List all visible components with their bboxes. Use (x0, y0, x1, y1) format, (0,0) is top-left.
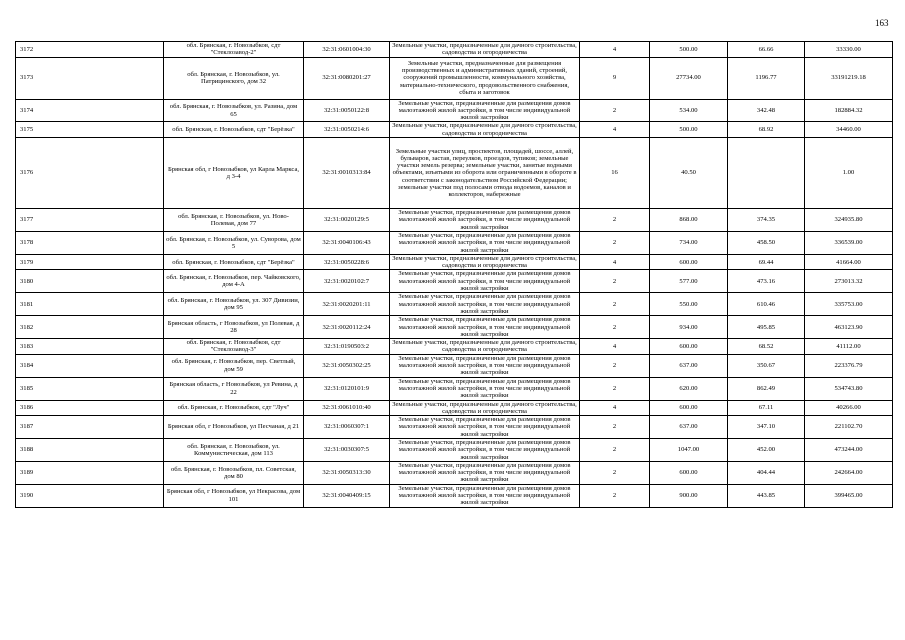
land-use-type-cell: Земельные участки, предназначенные для размещения домов малоэтажной жилой застройки, в том числе индивидуальной жилой застройки (390, 484, 580, 507)
table-row (16, 99, 893, 122)
land-parcels-table (15, 41, 893, 508)
table-row (16, 461, 893, 484)
row-number-cell: 3173 (16, 57, 164, 99)
cadastral-number-cell: 32:31:0020102:7 (304, 270, 390, 293)
land-use-type-cell: Земельные участки, предназначенные для размещения домов малоэтажной жилой застройки, в том числе индивидуальной жилой застройки (390, 270, 580, 293)
land-use-type-cell: Земельные участки, предназначенные для размещения домов малоэтажной жилой застройки, в том числе индивидуальной жилой застройки (390, 99, 580, 122)
land-use-type-cell: Земельные участки, предназначенные для размещения домов малоэтажной жилой застройки, в том числе индивидуальной жилой застройки (390, 354, 580, 377)
group-code-cell: 16 (580, 138, 650, 209)
address-cell: обл. Брянская, г. Новозыбков, ул. Патрицинского, дом 32 (164, 57, 304, 99)
area-cell: 734.00 (650, 231, 728, 254)
area-cell: 620.00 (650, 377, 728, 400)
group-code-cell: 2 (580, 293, 650, 316)
group-code-cell: 4 (580, 400, 650, 416)
group-code-cell: 9 (580, 57, 650, 99)
land-use-type-cell: Земельные участки, предназначенные для дачного строительства, садоводства и огородничества (390, 400, 580, 416)
area-cell: 637.00 (650, 416, 728, 439)
specific-value-cell: 862.49 (728, 377, 805, 400)
cadastral-value-cell: 182884.32 (805, 99, 893, 122)
row-number-cell: 3180 (16, 270, 164, 293)
row-number-cell: 3186 (16, 400, 164, 416)
address-cell: Брянская обл, г Новозыбков, ул Песчаная, д 21 (164, 416, 304, 439)
cadastral-number-cell: 32:31:0080201:27 (304, 57, 390, 99)
cadastral-value-cell: 534743.80 (805, 377, 893, 400)
specific-value-cell: 68.52 (728, 339, 805, 355)
specific-value-cell: 404.44 (728, 461, 805, 484)
address-cell: обл. Брянская, г. Новозыбков, ул. Ново-Полевая, дом 77 (164, 209, 304, 232)
land-use-type-cell: Земельные участки, предназначенные для размещения производственных и административных зданий, строений, сооружений промышленности, коммунального хозяйства, материально-технического, продовольственного снабжения, сбыта и заготовок (390, 57, 580, 99)
page-number: 163 (875, 18, 889, 28)
area-cell: 500.00 (650, 122, 728, 138)
specific-value-cell: 443.85 (728, 484, 805, 507)
row-number-cell: 3178 (16, 231, 164, 254)
address-cell: обл. Брянская, г. Новозыбков, ул. Разина, дом 65 (164, 99, 304, 122)
address-cell: обл. Брянская, г. Новозыбков, сдт "Стеклозавод-3" (164, 339, 304, 355)
row-number-cell: 3172 (16, 42, 164, 58)
land-use-type-cell: Земельные участки, предназначенные для размещения домов малоэтажной жилой застройки, в том числе индивидуальной жилой застройки (390, 293, 580, 316)
area-cell: 40.50 (650, 138, 728, 209)
row-number-cell: 3179 (16, 254, 164, 270)
land-use-type-cell: Земельные участки улиц, проспектов, площадей, шоссе, аллей, бульваров, застав, переулков, проездов, тупиков; земельные участки земель резерва; земельные участки, занятые водными объектами, изъятыми из оборота или ограниченными в обороте в соответствии с законодательством Российской Федерации; земельные участки под полосами отвода водоемов, каналов и коллекторов, набережные (390, 138, 580, 209)
address-cell: Брянская область, г Новозыбков, ул Полевая, д 28 (164, 316, 304, 339)
cadastral-value-cell: 463123.90 (805, 316, 893, 339)
area-cell: 577.00 (650, 270, 728, 293)
cadastral-number-cell: 32:31:0040409:15 (304, 484, 390, 507)
group-code-cell: 2 (580, 438, 650, 461)
area-cell: 550.00 (650, 293, 728, 316)
area-cell: 900.00 (650, 484, 728, 507)
cadastral-number-cell: 32:31:0030307:5 (304, 438, 390, 461)
table-row (16, 354, 893, 377)
address-cell: обл. Брянская, г. Новозыбков, ул. Суворова, дом 5 (164, 231, 304, 254)
specific-value-cell: 68.92 (728, 122, 805, 138)
group-code-cell: 2 (580, 231, 650, 254)
cadastral-number-cell: 32:31:0020129:5 (304, 209, 390, 232)
table-row (16, 293, 893, 316)
table-row (16, 57, 893, 99)
row-number-cell: 3190 (16, 484, 164, 507)
group-code-cell: 4 (580, 122, 650, 138)
row-number-cell: 3177 (16, 209, 164, 232)
group-code-cell: 4 (580, 254, 650, 270)
cadastral-number-cell: 32:31:0061010:40 (304, 400, 390, 416)
group-code-cell: 2 (580, 461, 650, 484)
specific-value-cell: 1196.77 (728, 57, 805, 99)
area-cell: 534.00 (650, 99, 728, 122)
group-code-cell: 2 (580, 270, 650, 293)
row-number-cell: 3188 (16, 438, 164, 461)
area-cell: 1047.00 (650, 438, 728, 461)
group-code-cell: 2 (580, 377, 650, 400)
specific-value-cell: 347.10 (728, 416, 805, 439)
address-cell: обл. Брянская, г. Новозыбков, сдт "Луч" (164, 400, 304, 416)
table-row (16, 339, 893, 355)
table-row (16, 316, 893, 339)
cadastral-number-cell: 32:31:0050313:30 (304, 461, 390, 484)
address-cell: обл. Брянская, г. Новозыбков, пл. Советская, дом 80 (164, 461, 304, 484)
address-cell: обл. Брянская, г. Новозыбков, пер. Светлый, дом 59 (164, 354, 304, 377)
cadastral-value-cell: 324935.80 (805, 209, 893, 232)
group-code-cell: 2 (580, 209, 650, 232)
specific-value-cell: 374.35 (728, 209, 805, 232)
address-cell: обл. Брянская, г. Новозыбков, сдт "Берёзка" (164, 122, 304, 138)
cadastral-value-cell: 473244.00 (805, 438, 893, 461)
row-number-cell: 3184 (16, 354, 164, 377)
cadastral-number-cell: 32:31:0010313:84 (304, 138, 390, 209)
specific-value-cell: 452.00 (728, 438, 805, 461)
cadastral-number-cell: 32:31:0020201:11 (304, 293, 390, 316)
cadastral-value-cell: 33330.00 (805, 42, 893, 58)
cadastral-number-cell: 32:31:0120101:9 (304, 377, 390, 400)
land-use-type-cell: Земельные участки, предназначенные для размещения домов малоэтажной жилой застройки, в том числе индивидуальной жилой застройки (390, 316, 580, 339)
land-use-type-cell: Земельные участки, предназначенные для размещения домов малоэтажной жилой застройки, в том числе индивидуальной жилой застройки (390, 416, 580, 439)
area-cell: 934.00 (650, 316, 728, 339)
table-row (16, 42, 893, 58)
cadastral-number-cell: 32:31:0040106:43 (304, 231, 390, 254)
table-row (16, 209, 893, 232)
land-use-type-cell: Земельные участки, предназначенные для размещения домов малоэтажной жилой застройки, в том числе индивидуальной жилой застройки (390, 438, 580, 461)
table-row (16, 484, 893, 507)
group-code-cell: 2 (580, 99, 650, 122)
row-number-cell: 3181 (16, 293, 164, 316)
cadastral-value-cell: 273013.32 (805, 270, 893, 293)
cadastral-value-cell: 221102.70 (805, 416, 893, 439)
table-row (16, 377, 893, 400)
table-row (16, 254, 893, 270)
cadastral-value-cell: 399465.00 (805, 484, 893, 507)
table-row (16, 122, 893, 138)
specific-value-cell: 67.11 (728, 400, 805, 416)
address-cell: Брянская обл, г Новозыбков, ул Некрасова, дом 101 (164, 484, 304, 507)
cadastral-number-cell: 32:31:0020112:24 (304, 316, 390, 339)
group-code-cell: 2 (580, 316, 650, 339)
specific-value-cell: 342.48 (728, 99, 805, 122)
land-use-type-cell: Земельные участки, предназначенные для дачного строительства, садоводства и огородничества (390, 254, 580, 270)
table-row (16, 438, 893, 461)
cadastral-number-cell: 32:31:0601004:30 (304, 42, 390, 58)
row-number-cell: 3182 (16, 316, 164, 339)
specific-value-cell: 495.85 (728, 316, 805, 339)
cadastral-value-cell: 242664.00 (805, 461, 893, 484)
cadastral-value-cell: 34460.00 (805, 122, 893, 138)
group-code-cell: 2 (580, 484, 650, 507)
row-number-cell: 3175 (16, 122, 164, 138)
area-cell: 500.00 (650, 42, 728, 58)
area-cell: 868.00 (650, 209, 728, 232)
land-use-type-cell: Земельные участки, предназначенные для дачного строительства, садоводства и огородничества (390, 42, 580, 58)
address-cell: Брянская область, г Новозыбков, ул Ревина, д 22 (164, 377, 304, 400)
area-cell: 600.00 (650, 400, 728, 416)
cadastral-value-cell: 40266.00 (805, 400, 893, 416)
cadastral-number-cell: 32:31:0050228:6 (304, 254, 390, 270)
table-row (16, 400, 893, 416)
area-cell: 27734.00 (650, 57, 728, 99)
row-number-cell: 3176 (16, 138, 164, 209)
specific-value-cell: 69.44 (728, 254, 805, 270)
cadastral-value-cell: 336539.00 (805, 231, 893, 254)
cadastral-number-cell: 32:31:0050214:6 (304, 122, 390, 138)
specific-value-cell: 610.46 (728, 293, 805, 316)
address-cell: обл. Брянская, г. Новозыбков, сдт "Берёзка" (164, 254, 304, 270)
address-cell: обл. Брянская, г. Новозыбков, сдт "Стеклозавод-2" (164, 42, 304, 58)
area-cell: 600.00 (650, 339, 728, 355)
group-code-cell: 4 (580, 339, 650, 355)
area-cell: 600.00 (650, 461, 728, 484)
address-cell: Брянская обл, г Новозыбков, ул Карла Маркса, д 3-4 (164, 138, 304, 209)
cadastral-value-cell: 41112.00 (805, 339, 893, 355)
row-number-cell: 3187 (16, 416, 164, 439)
cadastral-value-cell: 33191219.18 (805, 57, 893, 99)
land-use-type-cell: Земельные участки, предназначенные для размещения домов малоэтажной жилой застройки, в том числе индивидуальной жилой застройки (390, 209, 580, 232)
cadastral-number-cell: 32:31:0050122:8 (304, 99, 390, 122)
group-code-cell: 4 (580, 42, 650, 58)
specific-value-cell (728, 138, 805, 209)
cadastral-value-cell: 335753.00 (805, 293, 893, 316)
cadastral-number-cell: 32:31:0050302:25 (304, 354, 390, 377)
land-use-type-cell: Земельные участки, предназначенные для дачного строительства, садоводства и огородничества (390, 122, 580, 138)
area-cell: 637.00 (650, 354, 728, 377)
land-use-type-cell: Земельные участки, предназначенные для дачного строительства, садоводства и огородничества (390, 339, 580, 355)
specific-value-cell: 458.50 (728, 231, 805, 254)
row-number-cell: 3183 (16, 339, 164, 355)
land-use-type-cell: Земельные участки, предназначенные для размещения домов малоэтажной жилой застройки, в том числе индивидуальной жилой застройки (390, 461, 580, 484)
cadastral-value-cell: 1.00 (805, 138, 893, 209)
specific-value-cell: 473.16 (728, 270, 805, 293)
table-row (16, 416, 893, 439)
cadastral-value-cell: 223376.79 (805, 354, 893, 377)
cadastral-number-cell: 32:31:0190503:2 (304, 339, 390, 355)
group-code-cell: 2 (580, 416, 650, 439)
cadastral-number-cell: 32:31:0060307:1 (304, 416, 390, 439)
address-cell: обл. Брянская, г. Новозыбков, ул. Коммунистическая, дом 113 (164, 438, 304, 461)
cadastral-value-cell: 41664.00 (805, 254, 893, 270)
specific-value-cell: 66.66 (728, 42, 805, 58)
area-cell: 600.00 (650, 254, 728, 270)
row-number-cell: 3189 (16, 461, 164, 484)
address-cell: обл. Брянская, г. Новозыбков, пер. Чайковского, дом 4-А (164, 270, 304, 293)
group-code-cell: 2 (580, 354, 650, 377)
row-number-cell: 3185 (16, 377, 164, 400)
row-number-cell: 3174 (16, 99, 164, 122)
address-cell: обл. Брянская, г. Новозыбков, ул. 307 Дивизии, дом 95 (164, 293, 304, 316)
table-row (16, 231, 893, 254)
land-use-type-cell: Земельные участки, предназначенные для размещения домов малоэтажной жилой застройки, в том числе индивидуальной жилой застройки (390, 231, 580, 254)
land-use-type-cell: Земельные участки, предназначенные для размещения домов малоэтажной жилой застройки, в том числе индивидуальной жилой застройки (390, 377, 580, 400)
specific-value-cell: 350.67 (728, 354, 805, 377)
table-row (16, 138, 893, 209)
table-row (16, 270, 893, 293)
